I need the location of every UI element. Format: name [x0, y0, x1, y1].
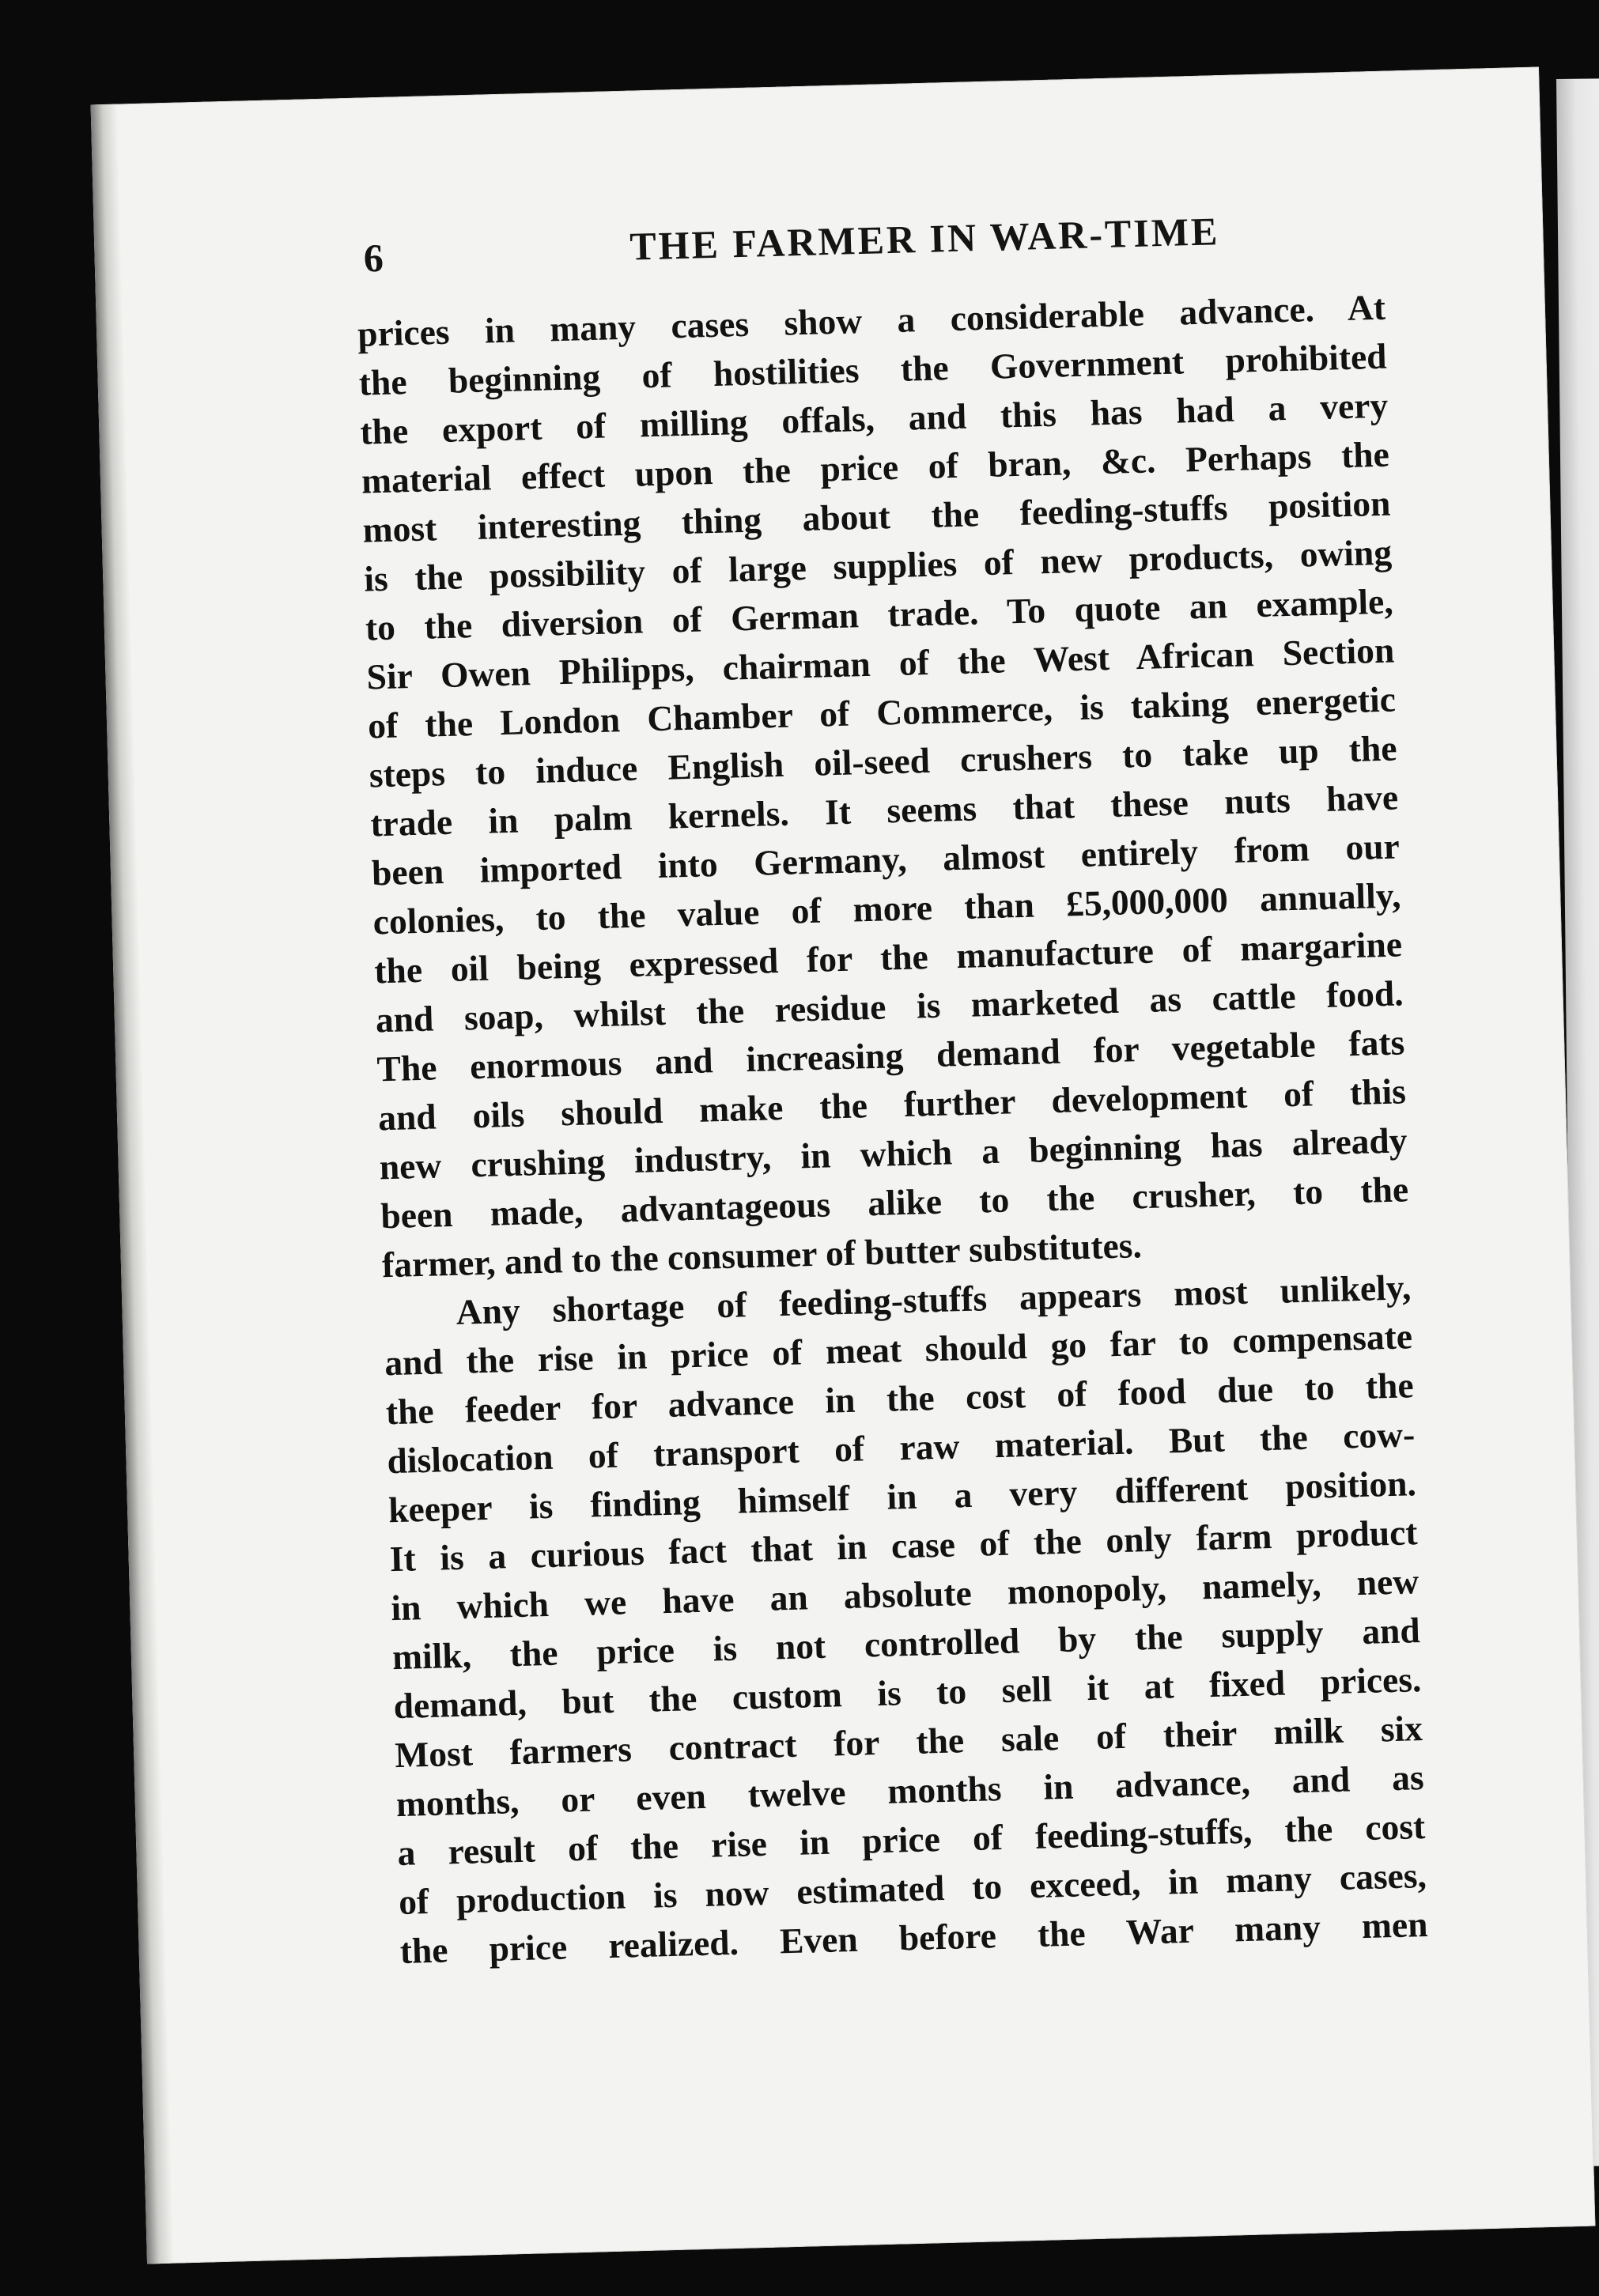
text-line: most interesting thing about the feeding-stuffs position — [362, 482, 1391, 550]
text-line: Any shortage of feeding-stuffs appears most unlikely, — [456, 1267, 1412, 1332]
text-line: a result of the rise in price of feeding-stuffs, the cost — [396, 1806, 1426, 1874]
text-line: months, or even twelve months in advance, and as — [395, 1757, 1425, 1825]
text-line: of the London Chamber of Commerce, is taking energetic — [367, 678, 1397, 746]
paragraph-2 — [383, 1263, 1428, 1976]
text-line: keeper is finding himself in a very different position. — [387, 1463, 1417, 1531]
paragraph-1 — [357, 283, 1410, 1290]
text-line: material effect upon the price of bran, &c. Perhaps the — [361, 433, 1390, 501]
text-line: new crushing industry, in which a beginning has already — [379, 1120, 1408, 1188]
text-line: the oil being expressed for the manufacture of margarine — [373, 923, 1403, 991]
text-line: is the possibility of large supplies of new products, owing — [363, 531, 1393, 599]
text-line: of production is now estimated to exceed, in many cases, — [398, 1855, 1427, 1923]
page-number: 6 — [363, 235, 384, 281]
book-page — [91, 66, 1596, 2264]
text-line: The enormous and increasing demand for vegetable fats — [376, 1021, 1405, 1089]
text-line: colonies, to the value of more than £5,000,000 annually, — [372, 874, 1401, 942]
text-line: the feeder for advance in the cost of food due to the — [385, 1365, 1415, 1433]
text-line: demand, but the custom is to sell it at fixed prices. — [393, 1659, 1422, 1727]
text-line: the beginning of hostilities the Government prohibited — [358, 335, 1388, 403]
body-text — [357, 283, 1428, 1976]
text-line: the price realized. Even before the War many men — [399, 1903, 1429, 1971]
text-line: been imported into Germany, almost entirely from our — [371, 825, 1401, 893]
text-line: and oils should make the further development of this — [377, 1071, 1407, 1139]
text-line: Most farmers contract for the sale of their milk six — [394, 1708, 1423, 1776]
text-line: and the rise in price of meat should go far to compensate — [384, 1316, 1413, 1384]
text-line: the export of milling offals, and this has had a very — [359, 384, 1389, 452]
text-line: prices in many cases show a considerable advance. At — [357, 286, 1386, 354]
text-line: Sir Owen Philipps, chairman of the West African Section — [365, 629, 1395, 697]
text-line: and soap, whilst the residue is marketed as cattle food. — [375, 972, 1404, 1040]
text-line: been made, advantageous alike to the crusher, to the — [380, 1169, 1409, 1237]
text-line: in which we have an absolute monopoly, namely, new — [390, 1561, 1419, 1629]
text-line: It is a curious fact that in case of the only farm product — [389, 1512, 1419, 1580]
text-line: dislocation of transport of raw material. But the cow- — [386, 1414, 1416, 1482]
running-title: THE FARMER IN WAR-TIME — [629, 209, 1221, 269]
text-line: to the diversion of German trade. To quote an example, — [365, 580, 1394, 648]
text-line: steps to induce English oil-seed crushers to take up the — [369, 727, 1398, 795]
text-line: trade in palm kernels. It seems that these nuts have — [369, 776, 1399, 844]
running-head — [363, 201, 1487, 293]
text-line: farmer, and to the consumer of butter substitutes. — [381, 1225, 1143, 1286]
text-line: milk, the price is not controlled by the supply and — [391, 1610, 1421, 1678]
